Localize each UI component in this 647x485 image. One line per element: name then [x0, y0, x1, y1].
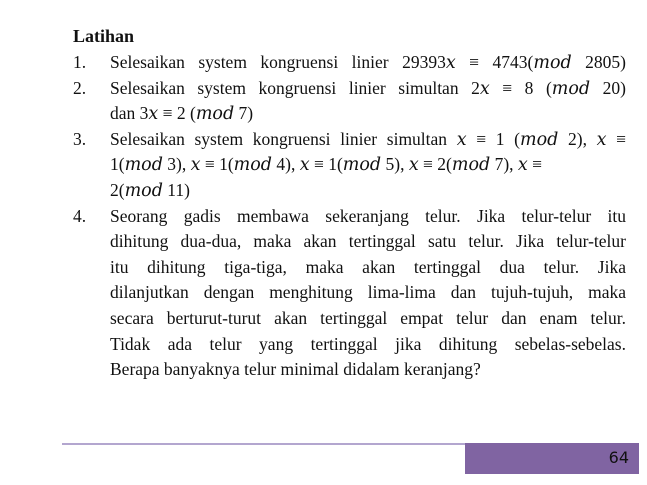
- item-line: Selesaikan system kongruensi linier 29393𝑥 ≡ 4743(𝑚𝑜𝑑 2805): [110, 52, 626, 72]
- item-number: 1.: [73, 52, 87, 72]
- item-line: dan 3𝑥 ≡ 2 (𝑚𝑜𝑑 7): [110, 103, 254, 124]
- page-number-box: [465, 443, 639, 474]
- item-line: 1(𝑚𝑜𝑑 3), 𝑥 ≡ 1(𝑚𝑜𝑑 4), 𝑥 ≡ 1(𝑚𝑜𝑑 5), 𝑥 ≡ 2(𝑚𝑜𝑑 7), 𝑥 ≡: [110, 154, 543, 175]
- item-line: Tidak ada telur yang tertinggal jika dihitung sebelas-sebelas.: [110, 333, 626, 354]
- item-line: dihitung dua-dua, maka akan tertinggal satu telur. Jika telur-telur: [110, 231, 626, 252]
- item-line: itu dihitung tiga-tiga, maka akan tertinggal dua telur. Jika: [110, 256, 626, 277]
- footer-divider: [62, 443, 466, 445]
- exercise-item-4: [73, 204, 626, 383]
- page-number: 64: [608, 448, 629, 467]
- item-line: Selesaikan system kongruensi linier simultan 𝑥 ≡ 1 (𝑚𝑜𝑑 2), 𝑥 ≡: [110, 128, 626, 149]
- item-line: dilanjutkan dengan menghitung lima-lima dan tujuh-tujuh, maka: [110, 282, 626, 303]
- item-line: secara berturut-turut akan tertinggal empat telur dan enam telur.: [110, 307, 626, 328]
- item-line: Selesaikan system kongruensi linier simultan 2𝑥 ≡ 8 (𝑚𝑜𝑑 20): [110, 77, 626, 98]
- exercise-item-2: [73, 76, 626, 127]
- item-number: 3.: [73, 128, 87, 149]
- item-line: Seorang gadis membawa sekeranjang telur. Jika telur-telur itu: [110, 205, 626, 226]
- item-number: 4.: [73, 205, 87, 226]
- item-line: Berapa banyaknya telur minimal didalam keranjang?: [110, 359, 481, 380]
- exercise-item-1: [73, 50, 626, 76]
- exercise-list: [73, 50, 626, 383]
- item-line: 2(𝑚𝑜𝑑 11): [110, 179, 190, 200]
- section-title: Latihan: [73, 26, 135, 46]
- exercise-item-3: [73, 127, 626, 204]
- item-number: 2.: [73, 77, 87, 98]
